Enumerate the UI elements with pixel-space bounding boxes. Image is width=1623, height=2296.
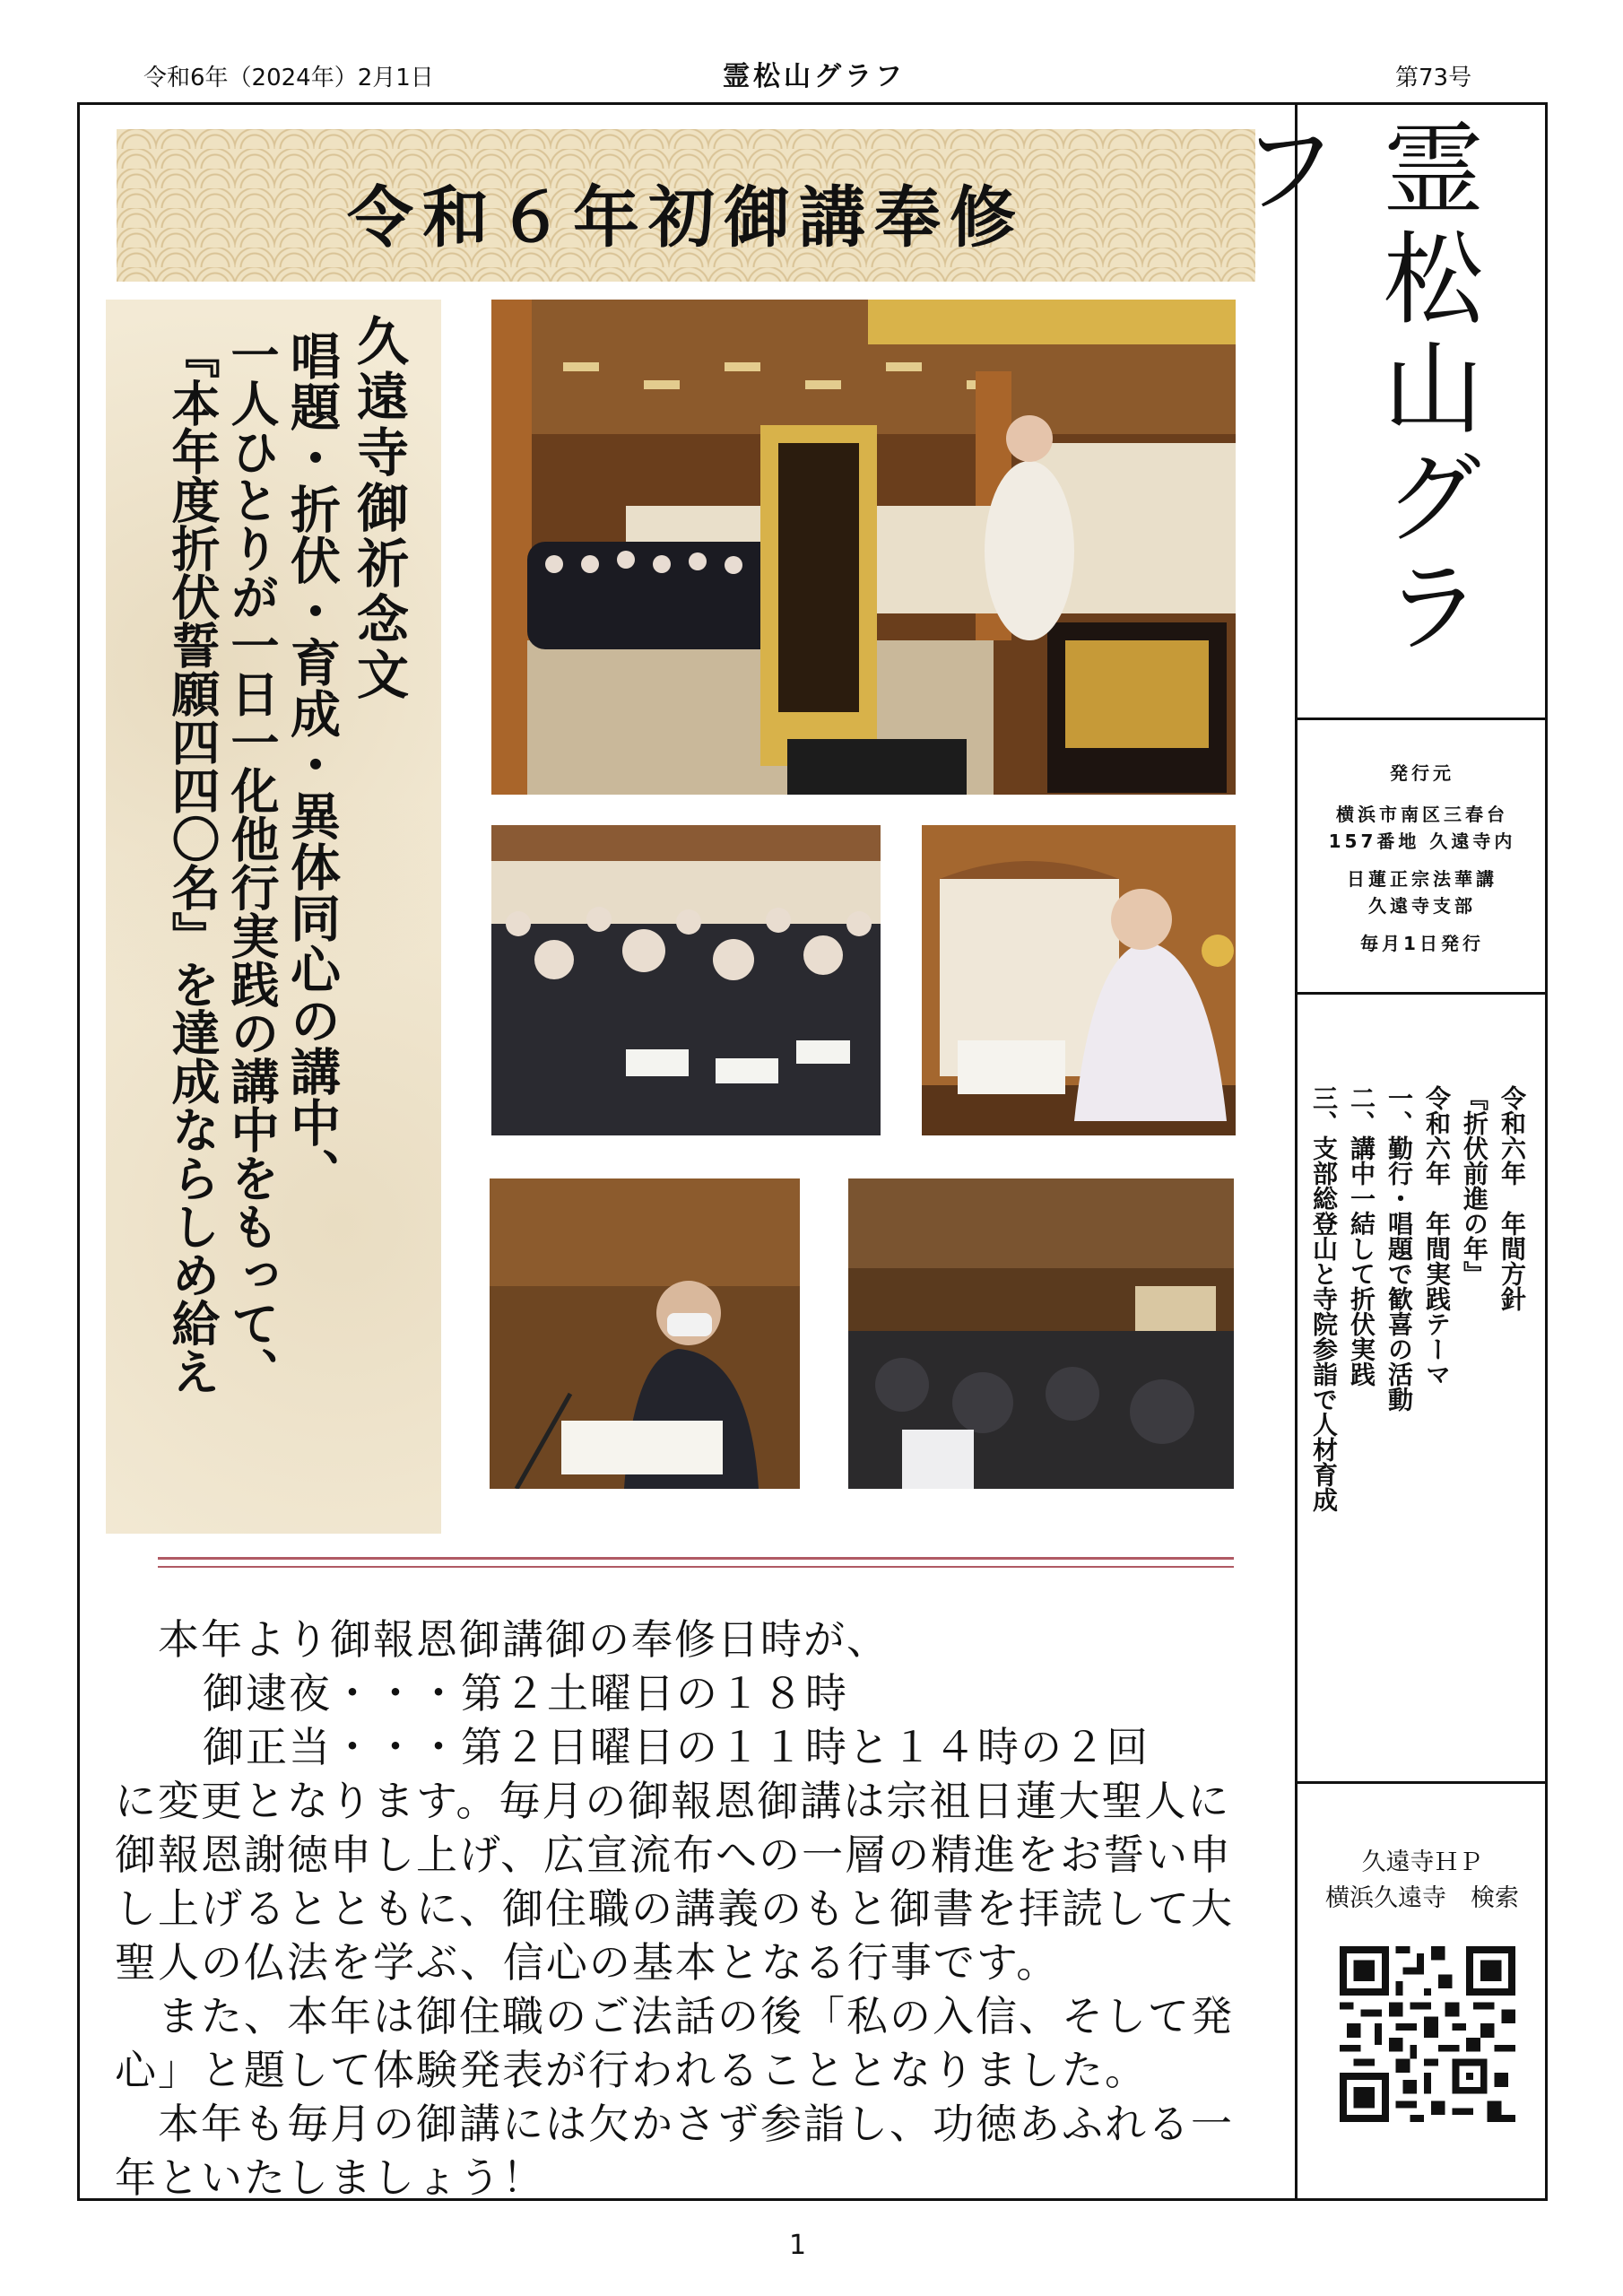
body-line-11: 年といたしましょう！: [115, 2153, 545, 2202]
section-rule-2: [158, 1566, 1234, 1568]
body-line-3: 御正当・・・第２日曜日の１１時と１４時の２回: [203, 1723, 1150, 1771]
publisher-org-2: 久遠寺支部: [1368, 895, 1476, 917]
policy-line-2: 『折伏前進の年』: [1460, 1085, 1489, 1286]
policy-line-1: 令和六年 年間方針: [1497, 1085, 1527, 1311]
body-line-1: 本年より御報恩御講御の奉修日時が、: [158, 1615, 890, 1664]
policy-item-1: 一、勤行・唱題で歓喜の活動: [1384, 1085, 1414, 1412]
photo-congregation: [491, 825, 881, 1135]
prayer-line-3: 『本年度折伏誓願四四〇名』を達成ならしめ給え: [164, 330, 221, 1396]
hp-search[interactable]: 横浜久遠寺 検索: [1325, 1884, 1519, 1912]
body-line-5: 御報恩謝徳申し上げ、広宣流布への一層の精進をお誓い申: [115, 1831, 1233, 1879]
prayer-panel: [106, 300, 441, 1534]
body-line-6: し上げるとともに、御住職の講義のもと御書を拝読して大: [115, 1884, 1234, 1933]
sidebar-divider-3: [1298, 1781, 1548, 1784]
publisher-org-1: 日蓮正宗法華講: [1347, 868, 1497, 890]
body-line-2: 御逮夜・・・第２土曜日の１８時: [203, 1669, 848, 1718]
publisher-address-2: 157番地 久遠寺内: [1328, 831, 1516, 852]
issue-number: 第73号: [1395, 65, 1472, 91]
policy-line-3: 令和六年 年間実践テーマ: [1422, 1085, 1452, 1387]
publication-schedule: 毎月1日発行: [1360, 933, 1484, 954]
masthead: 霊松山グラフ: [1222, 117, 1483, 664]
photo-main-hall: [491, 300, 1236, 795]
photo-speaker: [490, 1178, 800, 1489]
prayer-line-1: 唱題・折伏・育成・異体同心の講中、: [282, 330, 342, 1199]
prayer-line-2: 一人ひとりが一日一化他行実践の講中をもって、: [223, 330, 281, 1396]
prayer-title: 久遠寺御祈念文: [348, 314, 409, 703]
publisher-address-1: 横浜市南区三春台: [1336, 804, 1508, 825]
body-line-9: 心」と題して体験発表が行われることとなりました。: [115, 2046, 1148, 2094]
policy-item-3: 三、支部総登山と寺院参詣で人材育成: [1309, 1085, 1339, 1512]
sidebar-divider-1: [1298, 718, 1548, 720]
publication-name: 霊松山グラフ: [723, 61, 906, 92]
body-line-8: また、本年は御住職のご法話の後「私の入信、そして発: [158, 1992, 1234, 2040]
qr-code[interactable]: [1340, 1946, 1515, 2122]
body-line-10: 本年も毎月の御講には欠かさず参詣し、功徳あふれる一: [158, 2100, 1234, 2148]
headline: 令和６年初御講奉修: [347, 179, 1025, 257]
sidebar-divider-2: [1298, 992, 1548, 995]
hp-label: 久遠寺ＨＰ: [1361, 1848, 1483, 1876]
body-line-4: に変更となります。毎月の御報恩御講は宗祖日蓮大聖人に: [115, 1777, 1231, 1825]
policy-item-2: 二、講中一結して折伏実践: [1347, 1085, 1376, 1387]
headline-banner: [117, 129, 1255, 282]
column-divider: [1295, 102, 1298, 2201]
publisher-label: 発行元: [1390, 762, 1454, 784]
body-line-7: 聖人の仏法を学ぶ、信心の基本となる行事です。: [115, 1938, 1060, 1987]
issue-date: 令和6年（2024年）2月1日: [143, 65, 434, 91]
section-rule: [158, 1557, 1234, 1560]
photo-audience: [848, 1178, 1234, 1489]
page-number: 1: [789, 2230, 807, 2261]
photo-priest-reading: [922, 825, 1236, 1135]
